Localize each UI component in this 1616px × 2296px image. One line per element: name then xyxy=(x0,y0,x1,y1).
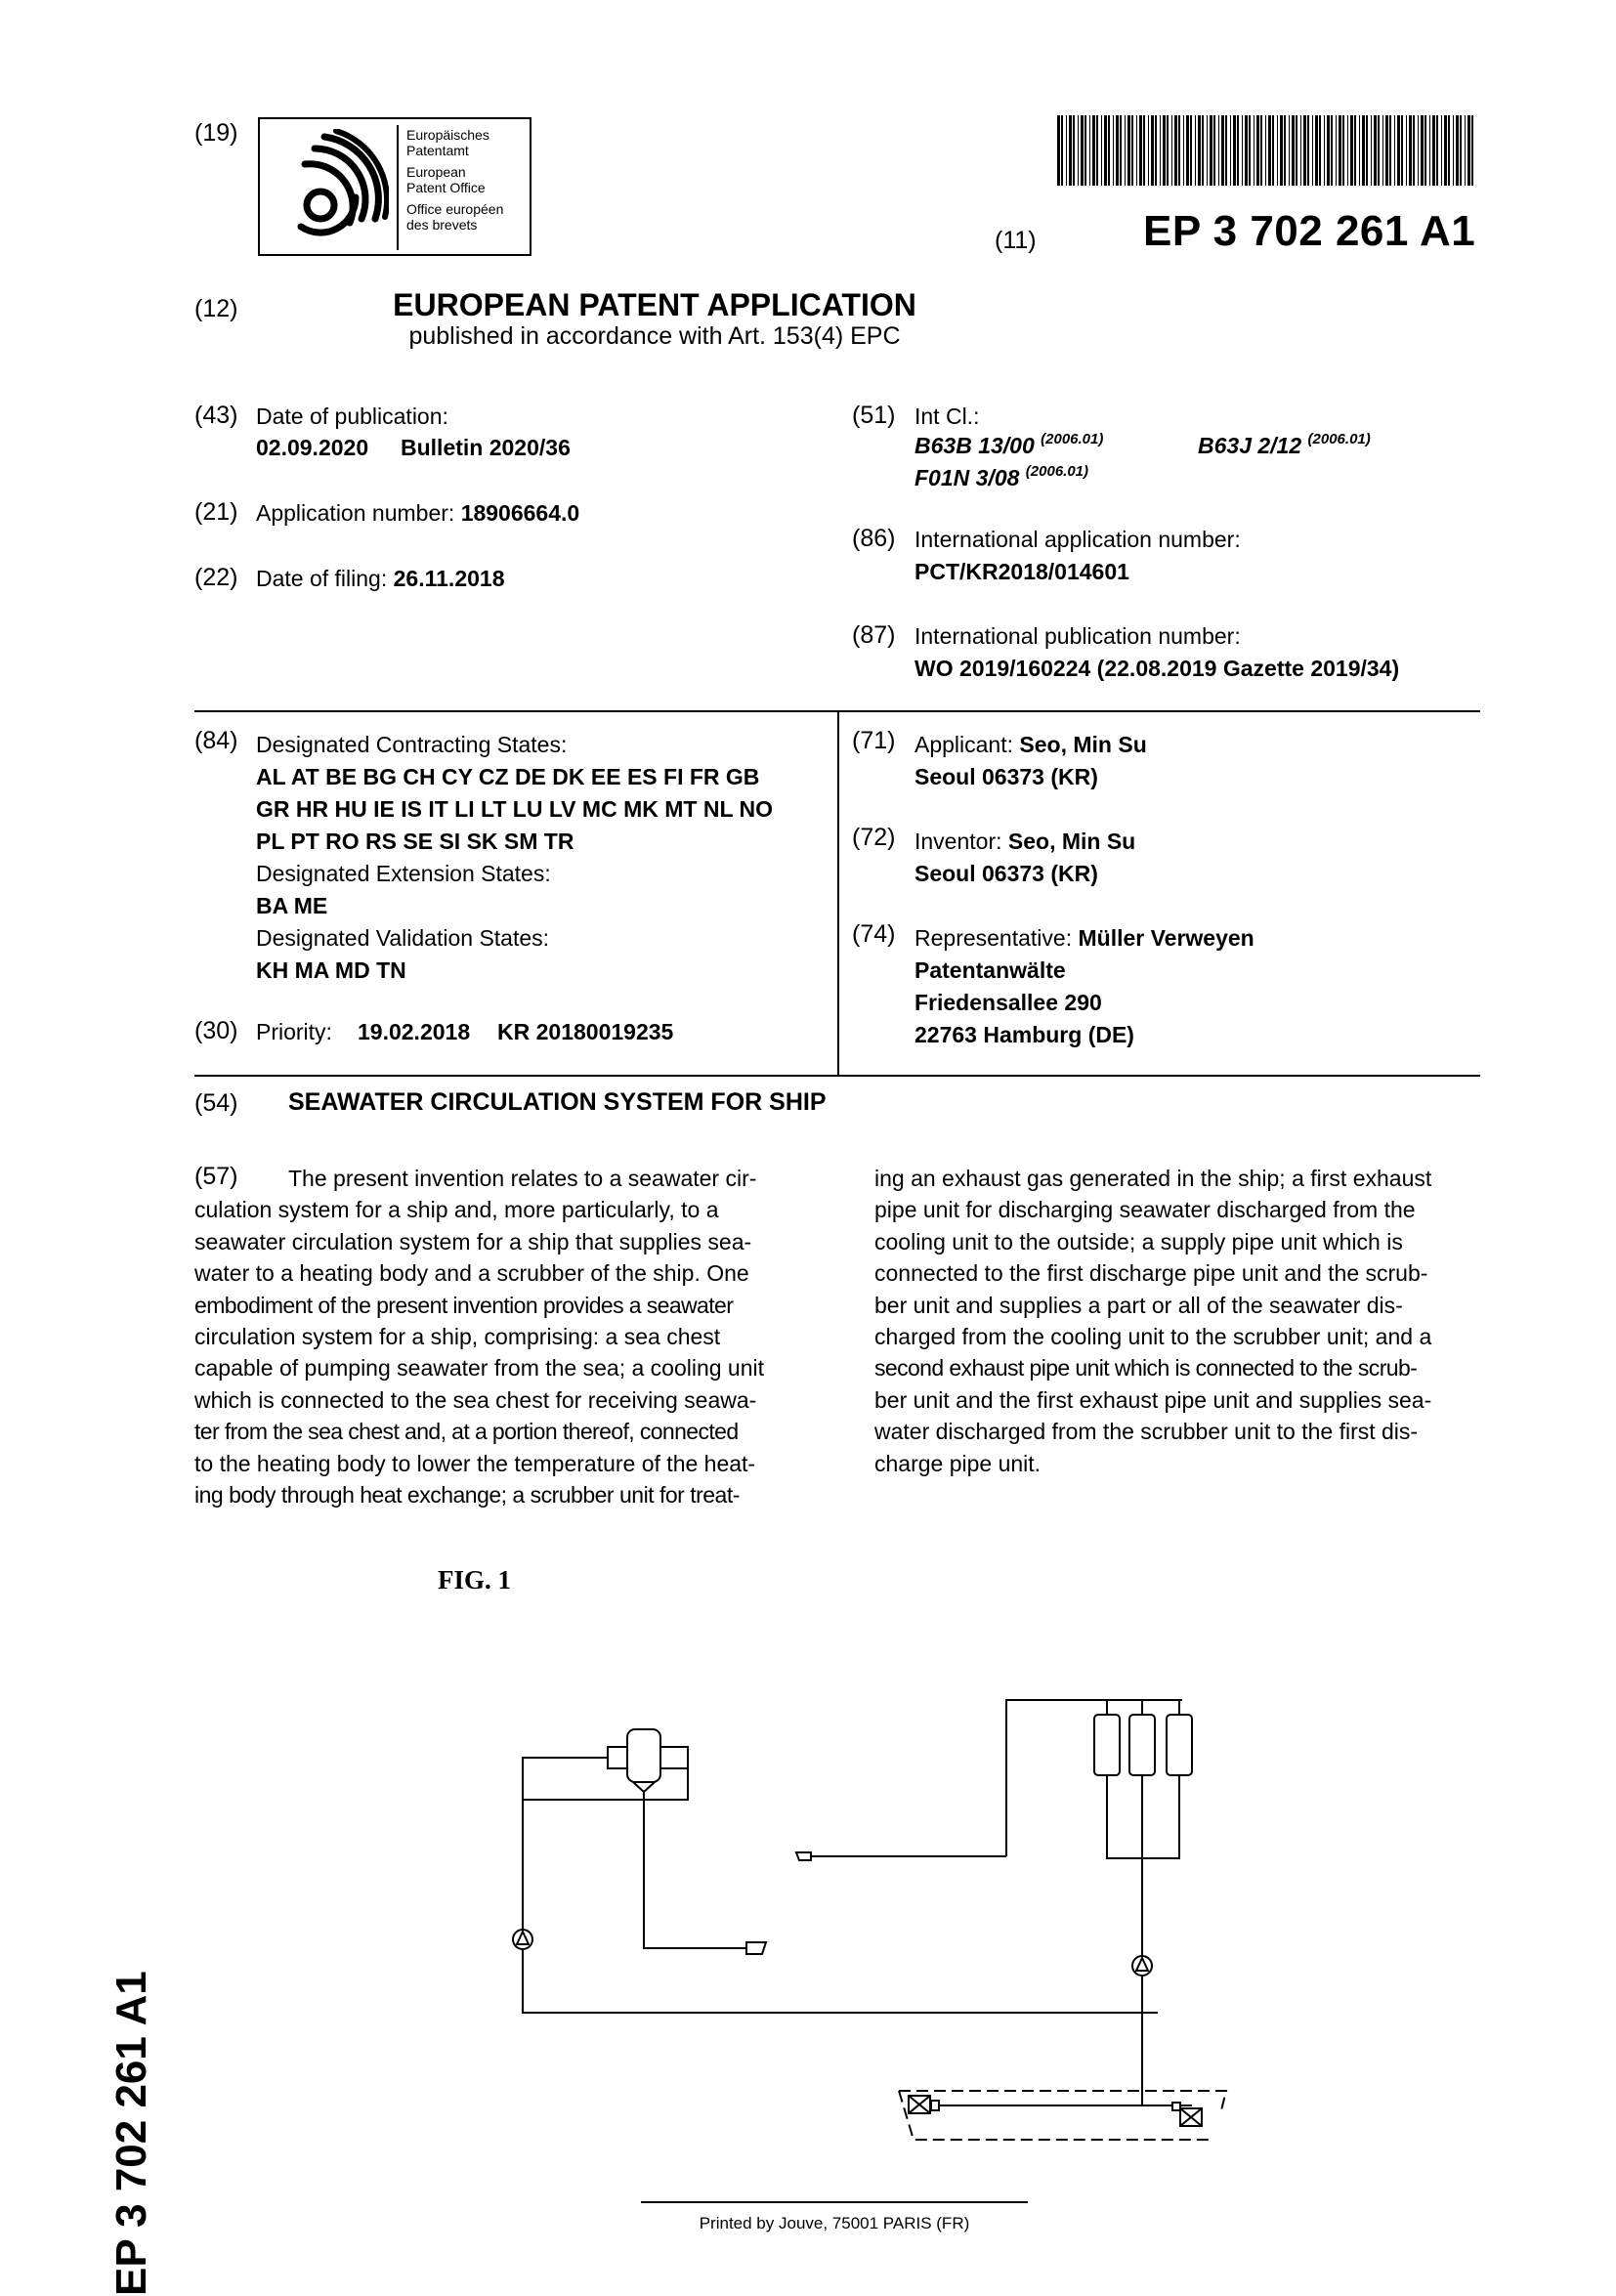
epo-logo xyxy=(258,117,532,256)
barcode-bar xyxy=(1378,115,1380,186)
barcode-bar xyxy=(1312,115,1313,186)
office-name-en-2: Patent Office xyxy=(406,180,486,195)
barcode-bar xyxy=(1242,115,1243,186)
barcode-bar xyxy=(1148,115,1149,186)
barcode-bar xyxy=(1389,115,1391,186)
barcode-bar xyxy=(1171,115,1172,186)
barcode-bar xyxy=(1409,115,1412,186)
barcode-bar xyxy=(1256,115,1259,186)
barcode-bar xyxy=(1101,115,1102,186)
barcode-bar xyxy=(1089,115,1090,186)
barcode-bar xyxy=(1131,115,1133,186)
inid-code-11: (11) xyxy=(995,227,1037,254)
barcode-bar xyxy=(1359,115,1360,186)
barcode-bar xyxy=(1336,115,1337,186)
barcode-bar xyxy=(1230,115,1231,186)
publication-date-label: Date of publication: xyxy=(256,404,448,429)
intl-app-number: PCT/KR2018/014601 xyxy=(914,559,1129,584)
filing-date-line xyxy=(256,566,504,592)
abstract-line: ber unit and the first exhaust pipe unit and supplies sea- xyxy=(874,1386,1432,1413)
barcode-bar xyxy=(1202,115,1204,186)
barcode-bar xyxy=(1471,115,1473,186)
barcode-bar xyxy=(1213,115,1215,186)
barcode-bar xyxy=(1120,115,1122,186)
barcode-bar xyxy=(1300,115,1301,186)
barcode-bar xyxy=(1218,115,1219,186)
abstract-line: ber unit and supplies a part or all of the seawater dis- xyxy=(874,1292,1403,1318)
inid-code-21: (21) xyxy=(194,498,238,526)
barcode-bar xyxy=(1178,115,1180,186)
barcode-bar xyxy=(1432,115,1435,186)
outlet-scrubber-icon xyxy=(796,1852,811,1860)
barcode-bar xyxy=(1260,115,1262,186)
abstract-right xyxy=(874,1163,1478,1479)
barcode-bar xyxy=(1143,115,1145,186)
heating-body xyxy=(608,1729,688,1792)
abstract-line: circulation system for a ship, comprising: a sea chest xyxy=(194,1324,721,1350)
inid-code-54: (54) xyxy=(194,1089,238,1117)
invention-title: SEAWATER CIRCULATION SYSTEM FOR SHIP xyxy=(288,1088,827,1116)
barcode-bar xyxy=(1441,115,1442,186)
inid-code-30: (30) xyxy=(194,1017,238,1044)
barcode-bar xyxy=(1116,115,1119,186)
abstract-line: water discharged from the scrubber unit to the first dis- xyxy=(874,1419,1419,1445)
barcode-bar xyxy=(1183,115,1184,186)
representative xyxy=(914,922,1255,1051)
inid-code-84: (84) xyxy=(194,727,238,754)
office-name-de-1: Europäisches xyxy=(406,127,489,143)
validation-states: KH MA MD TN xyxy=(256,957,406,983)
barcode-bar xyxy=(1078,115,1079,186)
barcode-bar xyxy=(1418,115,1419,186)
inid-code-87: (87) xyxy=(852,621,896,649)
barcode-bar xyxy=(1374,115,1377,186)
pipe-cooling-supply xyxy=(523,1758,1158,2013)
barcode-bar xyxy=(1339,115,1341,186)
abstract-line: ter from the sea chest and, at a portion thereof, connected xyxy=(194,1419,739,1445)
barcode-bar xyxy=(1347,115,1348,186)
barcode-bar xyxy=(1319,115,1321,186)
representative-line-4: 22763 Hamburg (DE) xyxy=(914,1022,1134,1047)
barcode-bar xyxy=(1401,115,1403,186)
barcode-bar xyxy=(1245,115,1248,186)
int-class-1: B63B 13/00 $^{(2006.01)}$ xyxy=(914,431,1104,458)
barcode-bar xyxy=(1307,115,1309,186)
pipe-heating-outlet xyxy=(644,1792,746,1948)
designated-states xyxy=(256,729,773,987)
rule-bottom xyxy=(194,1075,1480,1077)
barcode-bar xyxy=(1066,115,1067,186)
applicant-label: Applicant: xyxy=(914,732,1014,757)
barcode-bar xyxy=(1429,115,1430,186)
barcode-bar xyxy=(1174,115,1177,186)
states-line-2: GR HR HU IE IS IT LI LT LU LV MC MK MT NL NO xyxy=(256,796,773,822)
extension-states-label: Designated Extension States: xyxy=(256,861,551,886)
priority-number: KR 20180019235 xyxy=(497,1019,674,1044)
contracting-states-label: Designated Contracting States: xyxy=(256,732,568,757)
barcode-bar xyxy=(1280,115,1283,186)
document-subtitle: published in accordance with Art. 153(4) EPC xyxy=(408,322,901,350)
abstract-line: pipe unit for discharging seawater discharged from the xyxy=(874,1197,1416,1223)
abstract-line: second exhaust pipe unit which is connected to the scrub- xyxy=(874,1355,1418,1382)
figure-label: FIG. 1 xyxy=(438,1565,512,1594)
priority-date: 19.02.2018 xyxy=(358,1019,471,1044)
barcode-bar xyxy=(1362,115,1365,186)
barcode-bar xyxy=(1096,115,1098,186)
abstract-line: charged from the cooling unit to the scrubber unit; and a xyxy=(874,1324,1432,1350)
barcode-bar xyxy=(1277,115,1278,186)
barcode-bar xyxy=(1268,115,1271,186)
document-type: EUROPEAN PATENT APPLICATION xyxy=(393,287,916,322)
barcode-bar xyxy=(1210,115,1212,186)
inventor xyxy=(914,826,1135,890)
barcode-bar xyxy=(1190,115,1192,186)
barcode-bar xyxy=(1350,115,1353,186)
barcode-bar xyxy=(1425,115,1426,186)
representative-line-2: Patentanwälte xyxy=(914,957,1066,983)
barcode-bar xyxy=(1465,115,1466,186)
office-name-fr-2: des brevets xyxy=(406,217,478,233)
barcode-bar xyxy=(1382,115,1383,186)
epo-logo-icon xyxy=(281,129,389,250)
barcode-bar xyxy=(1406,115,1407,186)
barcode-bar xyxy=(1061,115,1063,186)
int-class-3: F01N 3/08 $^{(2006.01)}$ xyxy=(914,463,1089,490)
barcode-bar xyxy=(1292,115,1295,186)
barcode-bar xyxy=(1394,115,1395,186)
barcode-bar xyxy=(1366,115,1368,186)
inid-code-86: (86) xyxy=(852,525,896,552)
representative-name: Müller Verweyen xyxy=(1078,925,1255,951)
barcode-bar xyxy=(1225,115,1227,186)
barcode-bar xyxy=(1127,115,1130,186)
abstract-line: culation system for a ship and, more particularly, to a xyxy=(194,1197,719,1223)
barcode-bar xyxy=(1186,115,1189,186)
rule-vertical xyxy=(837,710,839,1076)
footer-rule xyxy=(641,2201,1028,2203)
inid-code-19: (19) xyxy=(194,119,238,147)
barcode-bar xyxy=(1448,115,1450,186)
barcode-bar xyxy=(1160,115,1161,186)
intl-pub-label: International publication number: xyxy=(914,623,1241,649)
states-line-3: PL PT RO RS SE SI SK SM TR xyxy=(256,829,574,854)
int-cl-label: Int Cl.: xyxy=(914,404,980,429)
barcode-bar xyxy=(1113,115,1114,186)
priority-label: Priority: xyxy=(256,1019,332,1044)
barcode-bar xyxy=(1155,115,1157,186)
barcode-bar xyxy=(1296,115,1297,186)
validation-states-label: Designated Validation States: xyxy=(256,925,550,951)
abstract-line: ing an exhaust gas generated in the ship; a first exhaust xyxy=(874,1166,1432,1191)
barcode-bar xyxy=(1167,115,1169,186)
barcode-bar xyxy=(1354,115,1356,186)
office-name-en-1: European xyxy=(406,164,466,180)
barcode-bar xyxy=(1249,115,1251,186)
barcode-bar xyxy=(1084,115,1086,186)
publication-date: 02.09.2020 xyxy=(256,435,369,460)
barcode-bar xyxy=(1421,115,1424,186)
inid-code-71: (71) xyxy=(852,727,896,754)
inventor-address: Seoul 06373 (KR) xyxy=(914,861,1098,886)
office-name-fr-1: Office européen xyxy=(406,201,504,217)
barcode-bar xyxy=(1151,115,1154,186)
barcode-bar xyxy=(1092,115,1095,186)
publication-number: EP 3 702 261 A1 xyxy=(1143,207,1476,255)
abstract-line: to the heating body to lower the temperature of the heat- xyxy=(194,1450,756,1476)
inventor-label: Inventor: xyxy=(914,829,1002,854)
scrubber-unit xyxy=(1094,1700,1192,1858)
barcode-bar xyxy=(1385,115,1388,186)
barcode-bar xyxy=(1413,115,1415,186)
barcode-bar xyxy=(1342,115,1344,186)
applicant-name: Seo, Min Su xyxy=(1019,732,1147,757)
application-number: 18906664.0 xyxy=(460,500,580,526)
abstract-line: which is connected to the sea chest for receiving seawa- xyxy=(194,1386,757,1413)
applicant-address: Seoul 06373 (KR) xyxy=(914,764,1098,789)
barcode-bar xyxy=(1237,115,1239,186)
sea-chest xyxy=(523,2013,1226,2140)
inid-code-57: (57) xyxy=(194,1163,238,1190)
inid-code-22: (22) xyxy=(194,564,238,591)
representative-line-3: Friedensallee 290 xyxy=(914,990,1102,1015)
barcode-bar xyxy=(1125,115,1126,186)
abstract-line: water to a heating body and a scrubber of the ship. One xyxy=(194,1260,749,1287)
barcode-bar xyxy=(1303,115,1306,186)
barcode-bar xyxy=(1073,115,1075,186)
barcode-bar xyxy=(1436,115,1438,186)
barcode-bar xyxy=(1444,115,1447,186)
barcode-bar xyxy=(1069,115,1072,186)
barcode-bar xyxy=(1371,115,1372,186)
abstract-line: embodiment of the present invention provides a seawater xyxy=(194,1292,734,1318)
figure-1-diagram xyxy=(508,1680,1260,2169)
barcode-bar xyxy=(1254,115,1255,186)
barcode-bar xyxy=(1221,115,1224,186)
barcode-bar xyxy=(1057,115,1060,186)
barcode-bar xyxy=(1108,115,1110,186)
abstract-line: charge pipe unit. xyxy=(874,1450,1042,1476)
barcode-bar xyxy=(1331,115,1333,186)
barcode-bar xyxy=(1272,115,1274,186)
barcode-bar xyxy=(1104,115,1107,186)
intl-app-label: International application number: xyxy=(914,527,1241,552)
office-name-de-2: Patentamt xyxy=(406,143,469,158)
abstract-line: cooling unit to the outside; a supply pipe unit which is xyxy=(874,1228,1403,1254)
barcode-bar xyxy=(1207,115,1208,186)
application-number-label: Application number: xyxy=(256,500,455,526)
barcode-bar xyxy=(1467,115,1470,186)
inid-code-51: (51) xyxy=(852,402,896,429)
representative-label: Representative: xyxy=(914,925,1073,951)
abstract-line: The present invention relates to a seawater cir- xyxy=(288,1166,757,1191)
barcode-bar xyxy=(1289,115,1290,186)
barcode-bar xyxy=(1324,115,1325,186)
outlet-left-icon xyxy=(746,1942,766,1954)
barcode-bar xyxy=(1397,115,1400,186)
inid-code-12: (12) xyxy=(194,295,238,322)
application-number-line xyxy=(256,500,579,527)
pipe-cooling-return xyxy=(523,1768,688,1800)
barcode-bar xyxy=(1460,115,1462,186)
states-line-1: AL AT BE BG CH CY CZ DE DK EE ES FI FR GB xyxy=(256,764,760,789)
abstract-line: connected to the first discharge pipe unit and the scrub- xyxy=(874,1260,1428,1287)
side-publication-number: EP 3 702 261 A1 xyxy=(107,1971,155,2296)
barcode-bar xyxy=(1233,115,1236,186)
applicant xyxy=(914,729,1147,793)
barcode-bar xyxy=(1315,115,1318,186)
pump-right-icon xyxy=(1132,1956,1152,1976)
printer-credit: Printed by Jouve, 75001 PARIS (FR) xyxy=(699,2214,970,2232)
barcode-bar xyxy=(1456,115,1459,186)
abstract-line: ing body through heat exchange; a scrubber unit for treat- xyxy=(194,1482,740,1509)
barcode-bar xyxy=(1265,115,1266,186)
barcode-bar xyxy=(1136,115,1137,186)
extension-states: BA ME xyxy=(256,893,328,918)
barcode xyxy=(1057,115,1477,186)
barcode-bar xyxy=(1163,115,1166,186)
barcode-bar xyxy=(1284,115,1286,186)
int-class-2: B63J 2/12 $^{(2006.01)}$ xyxy=(1198,431,1371,458)
barcode-bar xyxy=(1327,115,1330,186)
pump-left-icon xyxy=(513,1930,532,1949)
inid-code-72: (72) xyxy=(852,824,896,851)
inventor-name: Seo, Min Su xyxy=(1007,829,1136,854)
barcode-bar xyxy=(1198,115,1201,186)
barcode-bar xyxy=(1453,115,1454,186)
barcode-bar xyxy=(1139,115,1142,186)
abstract-left xyxy=(194,1163,798,1510)
abstract-line: capable of pumping seawater from the sea; a cooling unit xyxy=(194,1355,765,1382)
barcode-bar xyxy=(1081,115,1084,186)
inid-code-74: (74) xyxy=(852,920,896,948)
filing-date-label: Date of filing: xyxy=(256,566,388,591)
bulletin: Bulletin 2020/36 xyxy=(401,435,571,460)
barcode-bar xyxy=(1195,115,1196,186)
intl-pub-number: WO 2019/160224 (22.08.2019 Gazette 2019/34) xyxy=(914,656,1400,681)
abstract-line: seawater circulation system for a ship that supplies sea- xyxy=(194,1228,752,1254)
inid-code-43: (43) xyxy=(194,402,238,429)
filing-date: 26.11.2018 xyxy=(393,566,505,591)
